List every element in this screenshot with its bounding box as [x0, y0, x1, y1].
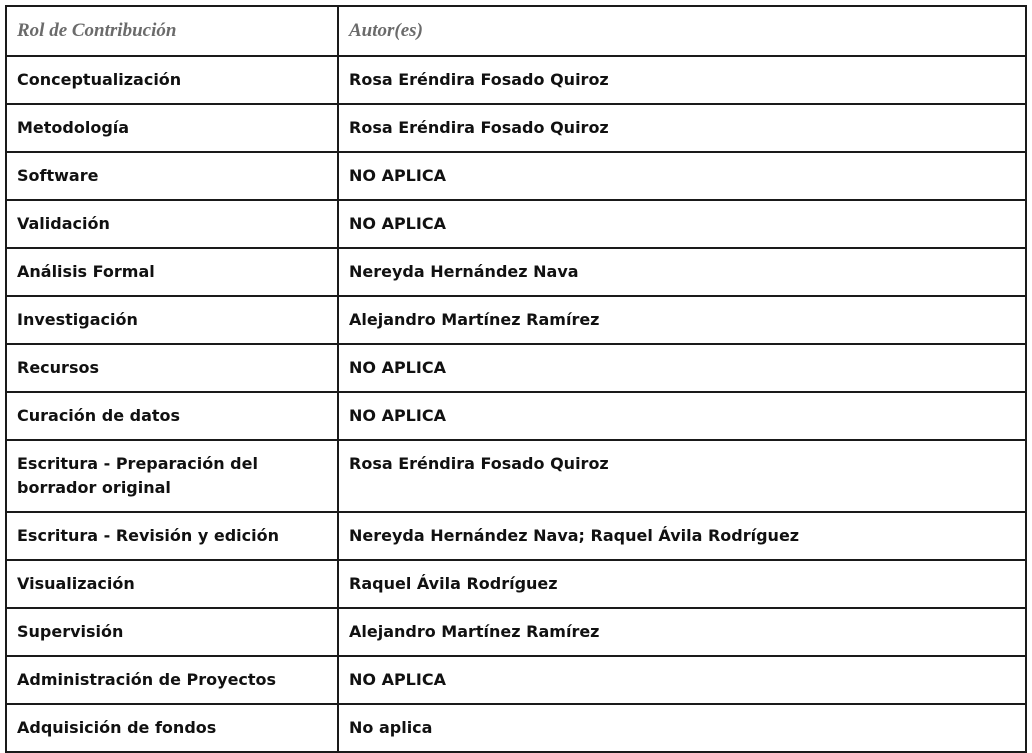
role-cell: Supervisión: [6, 608, 338, 656]
table-row: [6, 344, 1026, 392]
authors-cell: NO APLICA: [338, 152, 1026, 200]
authors-cell: Alejandro Martínez Ramírez: [338, 608, 1026, 656]
role-cell: Administración de Proyectos: [6, 656, 338, 704]
authors-cell: Nereyda Hernández Nava: [338, 248, 1026, 296]
authors-cell: No aplica: [338, 704, 1026, 752]
table-row: [6, 704, 1026, 752]
authors-cell: Rosa Eréndira Fosado Quiroz: [338, 440, 1026, 512]
role-cell: Validación: [6, 200, 338, 248]
authors-cell: NO APLICA: [338, 200, 1026, 248]
authors-cell: Raquel Ávila Rodríguez: [338, 560, 1026, 608]
role-cell: Escritura - Revisión y edición: [6, 512, 338, 560]
role-cell: Software: [6, 152, 338, 200]
authors-cell: Alejandro Martínez Ramírez: [338, 296, 1026, 344]
table-row: [6, 512, 1026, 560]
authors-cell: Rosa Eréndira Fosado Quiroz: [338, 56, 1026, 104]
authors-cell: Rosa Eréndira Fosado Quiroz: [338, 104, 1026, 152]
table-row: [6, 296, 1026, 344]
table-row: [6, 200, 1026, 248]
authors-cell: NO APLICA: [338, 392, 1026, 440]
authors-cell: NO APLICA: [338, 344, 1026, 392]
role-cell: Metodología: [6, 104, 338, 152]
contribution-table-container: [5, 5, 1025, 753]
table-row: [6, 608, 1026, 656]
table-row: [6, 248, 1026, 296]
contribution-roles-table: [5, 5, 1027, 753]
table-row: [6, 392, 1026, 440]
role-cell: Análisis Formal: [6, 248, 338, 296]
role-cell: Escritura - Preparación del borrador original: [6, 440, 338, 512]
authors-cell: NO APLICA: [338, 656, 1026, 704]
role-cell: Curación de datos: [6, 392, 338, 440]
header-role: Rol de Contribución: [6, 6, 338, 56]
role-cell: Conceptualización: [6, 56, 338, 104]
role-cell: Investigación: [6, 296, 338, 344]
authors-cell: Nereyda Hernández Nava; Raquel Ávila Rodríguez: [338, 512, 1026, 560]
table-header-row: [6, 6, 1026, 56]
role-cell: Adquisición de fondos: [6, 704, 338, 752]
table-row: [6, 560, 1026, 608]
table-row: [6, 440, 1026, 512]
role-cell: Visualización: [6, 560, 338, 608]
header-authors: Autor(es): [338, 6, 1026, 56]
table-row: [6, 152, 1026, 200]
table-row: [6, 56, 1026, 104]
table-row: [6, 656, 1026, 704]
role-cell: Recursos: [6, 344, 338, 392]
table-row: [6, 104, 1026, 152]
